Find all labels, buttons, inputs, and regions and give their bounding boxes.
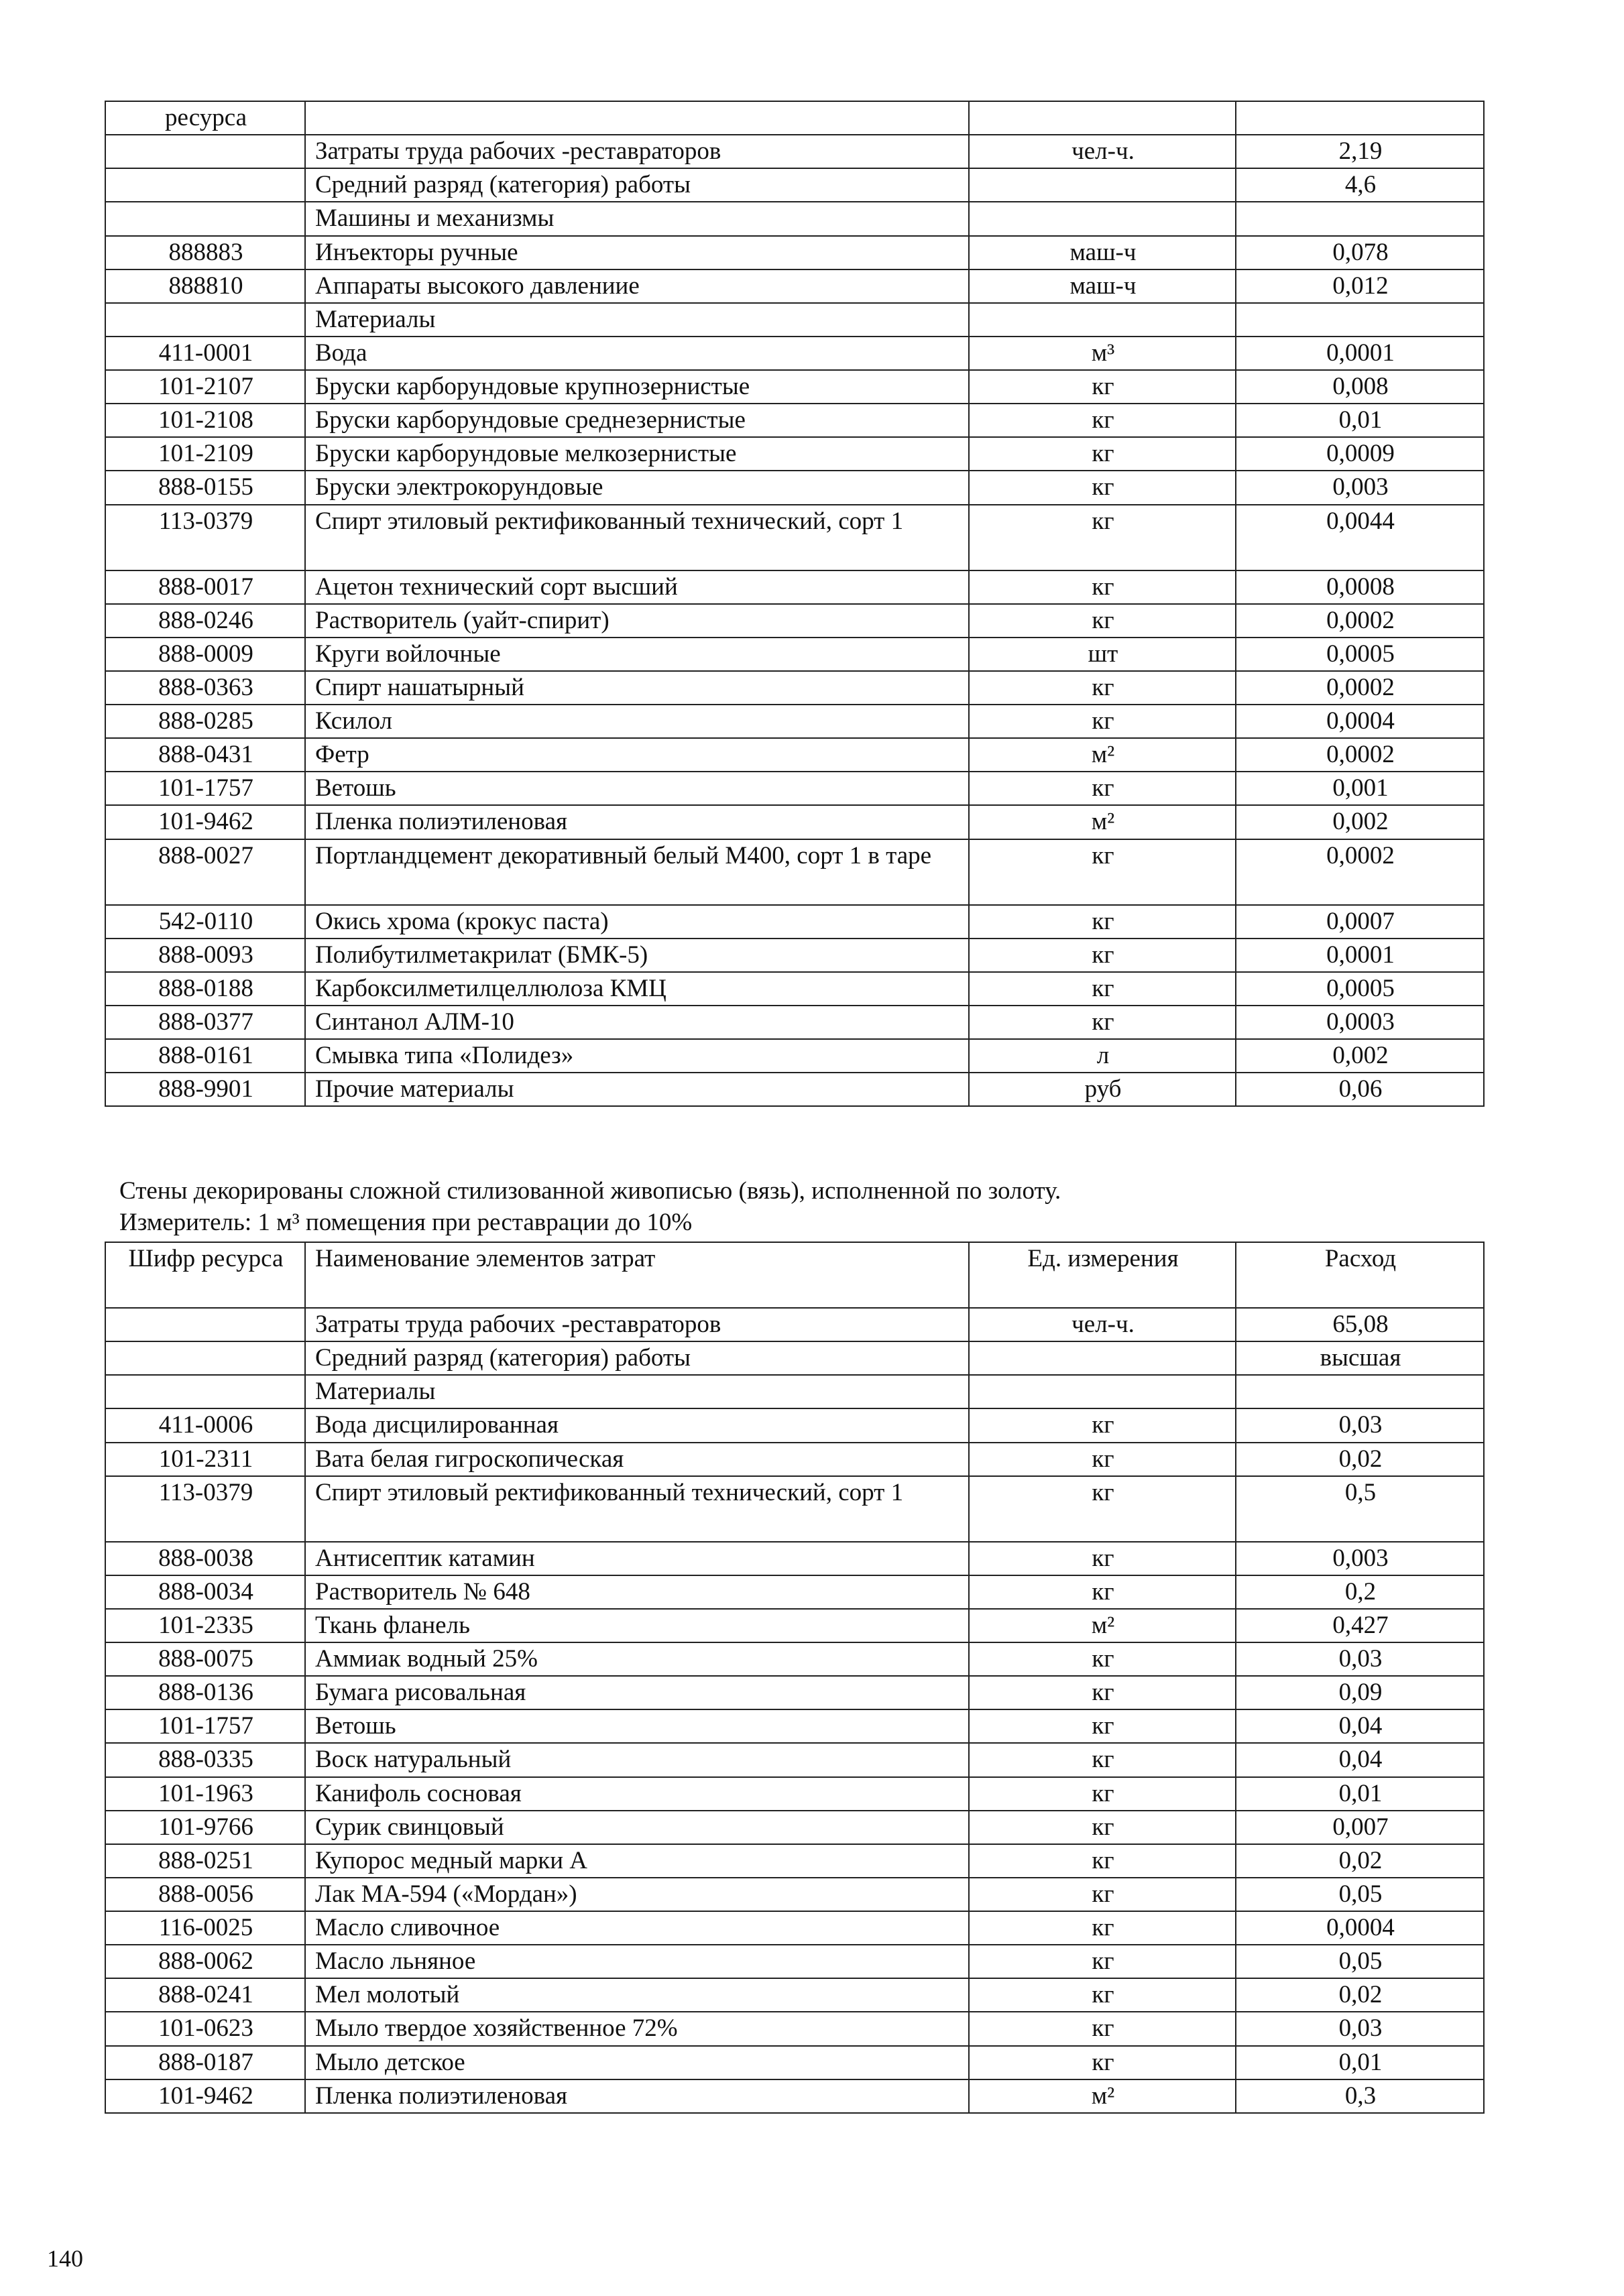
resource-unit bbox=[969, 168, 1236, 202]
resource-name: Канифоль сосновая bbox=[305, 1777, 969, 1811]
resource-name: Затраты труда рабочих -реставраторов bbox=[305, 1308, 969, 1341]
header-unit bbox=[969, 101, 1236, 135]
table-row bbox=[105, 671, 1484, 705]
resource-name: Ветошь bbox=[305, 772, 969, 805]
table-row bbox=[105, 1073, 1484, 1106]
resource-unit: л bbox=[969, 1039, 1236, 1073]
resource-value: 0,09 bbox=[1236, 1676, 1484, 1709]
resource-name: Спирт этиловый ректификованный технический, сорт 1 bbox=[305, 1476, 969, 1542]
resource-unit: кг bbox=[969, 471, 1236, 504]
resource-value: 0,002 bbox=[1236, 805, 1484, 839]
resource-code: 888-0075 bbox=[105, 1642, 305, 1676]
resource-name: Масло сливочное bbox=[305, 1911, 969, 1945]
resource-name: Смывка типа «Полидез» bbox=[305, 1039, 969, 1073]
table-row bbox=[105, 168, 1484, 202]
resource-value: 0,0003 bbox=[1236, 1006, 1484, 1039]
resource-name: Спирт этиловый ректификованный технический, сорт 1 bbox=[305, 505, 969, 570]
resource-code: 888-0187 bbox=[105, 2046, 305, 2079]
resource-code: 888-0038 bbox=[105, 1542, 305, 1575]
resource-value: 0,04 bbox=[1236, 1743, 1484, 1776]
resource-value: 0,0044 bbox=[1236, 505, 1484, 570]
resource-value: 0,012 bbox=[1236, 269, 1484, 303]
table-row bbox=[105, 1443, 1484, 1476]
resource-name: Средний разряд (категория) работы bbox=[305, 1341, 969, 1375]
resource-value: 0,03 bbox=[1236, 1642, 1484, 1676]
resource-unit: кг bbox=[969, 772, 1236, 805]
resource-code: 888-0034 bbox=[105, 1575, 305, 1609]
table-row bbox=[105, 1609, 1484, 1642]
page-number: 140 bbox=[47, 2245, 83, 2272]
resource-unit: м² bbox=[969, 738, 1236, 772]
resource-name: Мел молотый bbox=[305, 1978, 969, 2012]
resource-value bbox=[1236, 1375, 1484, 1408]
resource-code bbox=[105, 135, 305, 168]
resource-name: Ветошь bbox=[305, 1709, 969, 1743]
resource-code: 101-9766 bbox=[105, 1811, 305, 1844]
resource-unit: м² bbox=[969, 805, 1236, 839]
section-measure: Измеритель: 1 м³ помещения при реставрации до 10% bbox=[119, 1209, 693, 1236]
header-name: Наименование элементов затрат bbox=[305, 1242, 969, 1308]
table-row bbox=[105, 471, 1484, 504]
resource-name: Портландцемент декоративный белый М400, сорт 1 в таре bbox=[305, 839, 969, 905]
table-row bbox=[105, 236, 1484, 269]
materials-table-2 bbox=[105, 1242, 1485, 2114]
table-row bbox=[105, 1945, 1484, 1978]
resource-unit: маш-ч bbox=[969, 269, 1236, 303]
resource-name: Вата белая гигроскопическая bbox=[305, 1443, 969, 1476]
resource-value: 0,0009 bbox=[1236, 437, 1484, 471]
resource-code: 101-9462 bbox=[105, 805, 305, 839]
resource-name: Прочие материалы bbox=[305, 1073, 969, 1106]
resource-name: Окись хрома (крокус паста) bbox=[305, 905, 969, 939]
resource-unit: кг bbox=[969, 972, 1236, 1006]
resource-name: Круги войлочные bbox=[305, 638, 969, 671]
resource-name: Ксилол bbox=[305, 705, 969, 738]
table-header-row bbox=[105, 1242, 1484, 1308]
resource-value: 0,01 bbox=[1236, 1777, 1484, 1811]
resource-name: Спирт нашатырный bbox=[305, 671, 969, 705]
resource-value: 0,0001 bbox=[1236, 337, 1484, 370]
resource-unit: кг bbox=[969, 1978, 1236, 2012]
table-row bbox=[105, 1743, 1484, 1776]
table-row bbox=[105, 570, 1484, 604]
resource-value: 0,078 bbox=[1236, 236, 1484, 269]
resource-unit: кг bbox=[969, 570, 1236, 604]
resource-code: 113-0379 bbox=[105, 505, 305, 570]
resource-code bbox=[105, 202, 305, 235]
resource-unit: кг bbox=[969, 1408, 1236, 1442]
resource-value: высшая bbox=[1236, 1341, 1484, 1375]
table-row bbox=[105, 839, 1484, 905]
resource-unit bbox=[969, 303, 1236, 337]
resource-code: 888-0027 bbox=[105, 839, 305, 905]
resource-code: 888-9901 bbox=[105, 1073, 305, 1106]
resource-unit bbox=[969, 202, 1236, 235]
resource-unit: кг bbox=[969, 437, 1236, 471]
table-row bbox=[105, 638, 1484, 671]
resource-unit: кг bbox=[969, 1006, 1236, 1039]
table-row bbox=[105, 2079, 1484, 2113]
table-row bbox=[105, 1006, 1484, 1039]
resource-unit: кг bbox=[969, 671, 1236, 705]
resource-code: 101-2109 bbox=[105, 437, 305, 471]
resource-code: 888810 bbox=[105, 269, 305, 303]
resource-unit: кг bbox=[969, 1709, 1236, 1743]
resource-value: 0,02 bbox=[1236, 1978, 1484, 2012]
table-row bbox=[105, 1476, 1484, 1542]
resource-value: 0,0001 bbox=[1236, 939, 1484, 972]
resource-unit: кг bbox=[969, 1443, 1236, 1476]
resource-value: 0,0008 bbox=[1236, 570, 1484, 604]
resource-value: 0,02 bbox=[1236, 1443, 1484, 1476]
section-caption: Стены декорированы сложной стилизованной живописью (вязь), исполненной по золоту. bbox=[119, 1177, 1061, 1205]
table-row bbox=[105, 303, 1484, 337]
resource-name: Бруски карборундовые крупнозернистые bbox=[305, 370, 969, 404]
resource-value: 4,6 bbox=[1236, 168, 1484, 202]
resource-value: 0,003 bbox=[1236, 471, 1484, 504]
resource-code: 888-0056 bbox=[105, 1878, 305, 1911]
table-row bbox=[105, 1408, 1484, 1442]
resource-name: Ткань фланель bbox=[305, 1609, 969, 1642]
resource-value bbox=[1236, 303, 1484, 337]
resource-code: 888-0062 bbox=[105, 1945, 305, 1978]
resource-unit: чел-ч. bbox=[969, 1308, 1236, 1341]
resource-value: 0,003 bbox=[1236, 1542, 1484, 1575]
resource-unit: кг bbox=[969, 505, 1236, 570]
resource-value: 0,0004 bbox=[1236, 705, 1484, 738]
resource-code: 101-2335 bbox=[105, 1609, 305, 1642]
resource-value: 0,06 bbox=[1236, 1073, 1484, 1106]
resource-code: 101-1963 bbox=[105, 1777, 305, 1811]
table-row bbox=[105, 1844, 1484, 1878]
materials-table-1 bbox=[105, 101, 1485, 1107]
resource-name: Мыло детское bbox=[305, 2046, 969, 2079]
header-value bbox=[1236, 101, 1484, 135]
table-row bbox=[105, 972, 1484, 1006]
resource-unit: кг bbox=[969, 370, 1236, 404]
resource-unit: кг bbox=[969, 1844, 1236, 1878]
table-row bbox=[105, 939, 1484, 972]
resource-unit: руб bbox=[969, 1073, 1236, 1106]
resource-name: Средний разряд (категория) работы bbox=[305, 168, 969, 202]
resource-code: 888-0377 bbox=[105, 1006, 305, 1039]
resource-name: Карбоксилметилцеллюлоза КМЦ bbox=[305, 972, 969, 1006]
resource-code: 101-1757 bbox=[105, 772, 305, 805]
resource-code: 888-0155 bbox=[105, 471, 305, 504]
resource-unit: кг bbox=[969, 1878, 1236, 1911]
resource-name: Синтанол АЛМ-10 bbox=[305, 1006, 969, 1039]
resource-code bbox=[105, 168, 305, 202]
header-value: Расход bbox=[1236, 1242, 1484, 1308]
resource-name: Полибутилметакрилат (БМК-5) bbox=[305, 939, 969, 972]
table-header-row bbox=[105, 101, 1484, 135]
resource-code: 116-0025 bbox=[105, 1911, 305, 1945]
table-row bbox=[105, 337, 1484, 370]
resource-code: 888-0161 bbox=[105, 1039, 305, 1073]
resource-value: 0,002 bbox=[1236, 1039, 1484, 1073]
resource-value: 0,0007 bbox=[1236, 905, 1484, 939]
table-row bbox=[105, 805, 1484, 839]
resource-code: 888-0093 bbox=[105, 939, 305, 972]
resource-unit: кг bbox=[969, 404, 1236, 437]
resource-unit: кг bbox=[969, 1811, 1236, 1844]
resource-name: Аммиак водный 25% bbox=[305, 1642, 969, 1676]
table-row bbox=[105, 1911, 1484, 1945]
table-row bbox=[105, 135, 1484, 168]
resource-code: 411-0001 bbox=[105, 337, 305, 370]
table-row bbox=[105, 1676, 1484, 1709]
resource-code: 888-0335 bbox=[105, 1743, 305, 1776]
resource-unit: маш-ч bbox=[969, 236, 1236, 269]
resource-unit: шт bbox=[969, 638, 1236, 671]
header-code: Шифр ресурса bbox=[105, 1242, 305, 1308]
resource-value: 0,008 bbox=[1236, 370, 1484, 404]
resource-unit: кг bbox=[969, 939, 1236, 972]
resource-name: Инъекторы ручные bbox=[305, 236, 969, 269]
resource-unit: кг bbox=[969, 1476, 1236, 1542]
table-row bbox=[105, 505, 1484, 570]
resource-unit: кг bbox=[969, 1542, 1236, 1575]
resource-name: Бруски карборундовые мелкозернистые bbox=[305, 437, 969, 471]
resource-value: 0,01 bbox=[1236, 404, 1484, 437]
resource-unit bbox=[969, 1341, 1236, 1375]
resource-name: Аппараты высокого давлениие bbox=[305, 269, 969, 303]
resource-name: Масло льняное bbox=[305, 1945, 969, 1978]
resource-name: Бумага рисовальная bbox=[305, 1676, 969, 1709]
resource-name: Антисептик катамин bbox=[305, 1542, 969, 1575]
resource-code: 888-0251 bbox=[105, 1844, 305, 1878]
resource-name: Пленка полиэтиленовая bbox=[305, 805, 969, 839]
resource-unit bbox=[969, 1375, 1236, 1408]
resource-name: Бруски электрокорундовые bbox=[305, 471, 969, 504]
resource-unit: кг bbox=[969, 1743, 1236, 1776]
table-row bbox=[105, 1575, 1484, 1609]
resource-value: 0,03 bbox=[1236, 1408, 1484, 1442]
resource-code: 101-2108 bbox=[105, 404, 305, 437]
resource-unit: кг bbox=[969, 1911, 1236, 1945]
resource-code: 888-0136 bbox=[105, 1676, 305, 1709]
resource-code bbox=[105, 303, 305, 337]
resource-value: 0,0002 bbox=[1236, 604, 1484, 638]
resource-name: Мыло твердое хозяйственное 72% bbox=[305, 2012, 969, 2045]
resource-code: 888-0246 bbox=[105, 604, 305, 638]
resource-unit: кг bbox=[969, 2012, 1236, 2045]
table-row bbox=[105, 437, 1484, 471]
resource-unit: кг bbox=[969, 1575, 1236, 1609]
resource-unit: чел-ч. bbox=[969, 135, 1236, 168]
resource-value: 0,04 bbox=[1236, 1709, 1484, 1743]
resource-code bbox=[105, 1375, 305, 1408]
resource-name: Фетр bbox=[305, 738, 969, 772]
resource-name: Вода дисцилированная bbox=[305, 1408, 969, 1442]
table-row bbox=[105, 1542, 1484, 1575]
resource-unit: кг bbox=[969, 2046, 1236, 2079]
resource-name: Ацетон технический сорт высший bbox=[305, 570, 969, 604]
resource-name: Сурик свинцовый bbox=[305, 1811, 969, 1844]
resource-code: 888-0431 bbox=[105, 738, 305, 772]
resource-name: Пленка полиэтиленовая bbox=[305, 2079, 969, 2113]
resource-name: Бруски карборундовые среднезернистые bbox=[305, 404, 969, 437]
resource-code bbox=[105, 1308, 305, 1341]
resource-code bbox=[105, 1341, 305, 1375]
resource-code: 101-9462 bbox=[105, 2079, 305, 2113]
resource-name: Растворитель (уайт-спирит) bbox=[305, 604, 969, 638]
resource-code: 113-0379 bbox=[105, 1476, 305, 1542]
table-row bbox=[105, 772, 1484, 805]
table-row bbox=[105, 1308, 1484, 1341]
resource-value: 0,05 bbox=[1236, 1878, 1484, 1911]
resource-name: Материалы bbox=[305, 1375, 969, 1408]
resource-value: 0,03 bbox=[1236, 2012, 1484, 2045]
resource-unit: м² bbox=[969, 2079, 1236, 2113]
table-row bbox=[105, 1375, 1484, 1408]
resource-unit: кг bbox=[969, 905, 1236, 939]
resource-code: 411-0006 bbox=[105, 1408, 305, 1442]
resource-unit: кг bbox=[969, 839, 1236, 905]
table-row bbox=[105, 738, 1484, 772]
resource-unit: кг bbox=[969, 1676, 1236, 1709]
resource-value: 0,02 bbox=[1236, 1844, 1484, 1878]
resource-code: 101-1757 bbox=[105, 1709, 305, 1743]
resource-value: 0,0002 bbox=[1236, 839, 1484, 905]
resource-value: 0,5 bbox=[1236, 1476, 1484, 1542]
resource-unit: кг bbox=[969, 1777, 1236, 1811]
resource-value: 2,19 bbox=[1236, 135, 1484, 168]
table-row bbox=[105, 269, 1484, 303]
resource-code: 888-0241 bbox=[105, 1978, 305, 2012]
resource-name: Лак МА-594 («Мордан») bbox=[305, 1878, 969, 1911]
header-unit: Ед. измерения bbox=[969, 1242, 1236, 1308]
table-row bbox=[105, 2012, 1484, 2045]
resource-unit: кг bbox=[969, 1642, 1236, 1676]
resource-code: 101-2311 bbox=[105, 1443, 305, 1476]
table-row bbox=[105, 604, 1484, 638]
table-row bbox=[105, 1777, 1484, 1811]
header-code: ресурса bbox=[105, 101, 305, 135]
resource-name: Растворитель № 648 bbox=[305, 1575, 969, 1609]
resource-value: 0,05 bbox=[1236, 1945, 1484, 1978]
resource-value: 0,3 bbox=[1236, 2079, 1484, 2113]
table-row bbox=[105, 370, 1484, 404]
resource-name: Купорос медный марки А bbox=[305, 1844, 969, 1878]
table-row bbox=[105, 404, 1484, 437]
table-row bbox=[105, 1039, 1484, 1073]
table-row bbox=[105, 1978, 1484, 2012]
resource-value: 65,08 bbox=[1236, 1308, 1484, 1341]
table-row bbox=[105, 202, 1484, 235]
resource-value: 0,0004 bbox=[1236, 1911, 1484, 1945]
table-row bbox=[105, 705, 1484, 738]
resource-name: Материалы bbox=[305, 303, 969, 337]
resource-code: 101-0623 bbox=[105, 2012, 305, 2045]
table-row bbox=[105, 2046, 1484, 2079]
resource-value: 0,0005 bbox=[1236, 972, 1484, 1006]
resource-value: 0,0005 bbox=[1236, 638, 1484, 671]
resource-name: Воск натуральный bbox=[305, 1743, 969, 1776]
resource-value: 0,427 bbox=[1236, 1609, 1484, 1642]
resource-value: 0,2 bbox=[1236, 1575, 1484, 1609]
table-row bbox=[105, 1642, 1484, 1676]
resource-value: 0,0002 bbox=[1236, 671, 1484, 705]
resource-value: 0,001 bbox=[1236, 772, 1484, 805]
table-row bbox=[105, 1709, 1484, 1743]
resource-unit: м² bbox=[969, 1609, 1236, 1642]
table-row bbox=[105, 1878, 1484, 1911]
resource-name: Вода bbox=[305, 337, 969, 370]
resource-code: 888-0009 bbox=[105, 638, 305, 671]
header-name bbox=[305, 101, 969, 135]
resource-unit: м³ bbox=[969, 337, 1236, 370]
resource-code: 101-2107 bbox=[105, 370, 305, 404]
resource-value bbox=[1236, 202, 1484, 235]
resource-code: 888883 bbox=[105, 236, 305, 269]
resource-code: 542-0110 bbox=[105, 905, 305, 939]
resource-code: 888-0188 bbox=[105, 972, 305, 1006]
resource-value: 0,0002 bbox=[1236, 738, 1484, 772]
resource-unit: кг bbox=[969, 1945, 1236, 1978]
resource-code: 888-0363 bbox=[105, 671, 305, 705]
table-row bbox=[105, 905, 1484, 939]
table-row bbox=[105, 1341, 1484, 1375]
resource-code: 888-0017 bbox=[105, 570, 305, 604]
resource-unit: кг bbox=[969, 705, 1236, 738]
resource-value: 0,007 bbox=[1236, 1811, 1484, 1844]
resource-unit: кг bbox=[969, 604, 1236, 638]
resource-code: 888-0285 bbox=[105, 705, 305, 738]
resource-value: 0,01 bbox=[1236, 2046, 1484, 2079]
table-row bbox=[105, 1811, 1484, 1844]
resource-name: Машины и механизмы bbox=[305, 202, 969, 235]
resource-name: Затраты труда рабочих -реставраторов bbox=[305, 135, 969, 168]
